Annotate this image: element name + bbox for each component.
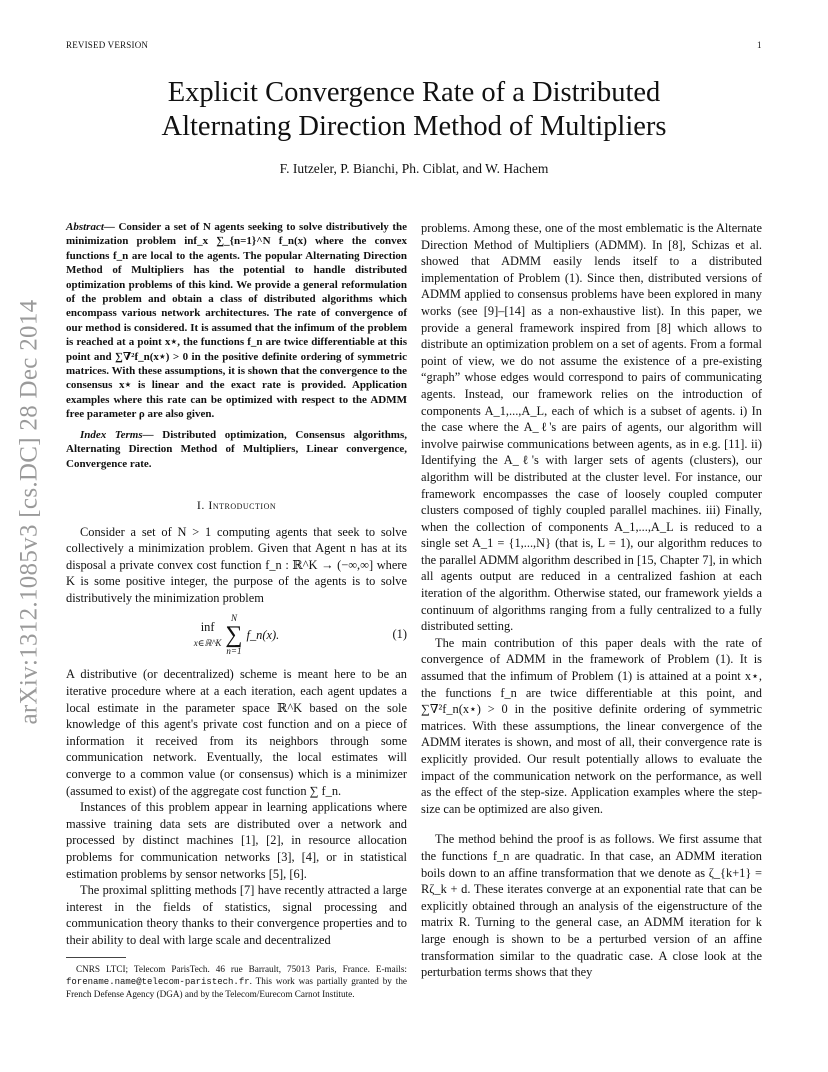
intro-paragraph-2: A distributive (or decentralized) scheme is meant here to be an iterative procedure where at a each iteration, each agent updates a local estimate in the parameter space ℝ^K based on the sole knowledge of this agent's private cost function and on a piece of information it received from its neighbors through some communication network. Eventually, the local estimates will converge to a common value (or consensus) which is a minimizer (assumed to exist) of the aggregate cost function ∑ f_n. [66,667,407,798]
intro-paragraph-1: Consider a set of N > 1 computing agents that seek to solve collectively a minimization problem. Given that Agent n has at its disposal a private convex cost function f_n : ℝ^K → (−∞,∞] where K is some positive integer, the purpose of the agents is to solve distributively the minimization problem [66,524,407,605]
equation-sum-top: N [230,613,237,624]
intro-paragraph-3: Instances of this problem appear in learning applications where massive training data sets are distributed over a network and processed by distinct machines [1], [2], in resource allocation problems for communication networks [3], [4], or in statistical estimation problems by sensor networks [5], [6]. [66,800,407,881]
page-number: 1 [757,40,762,50]
equation-sum [225,614,242,656]
equation-sum-symbol: ∑ [225,622,243,649]
left-column [66,220,407,949]
equation-1 [66,610,407,660]
abstract-text: Consider a set of N agents seeking to solve distributively the minimization problem inf_x ∑_{n=1}^N f_n(x) where the convex functions f_n are local to the agents. The popular Alternating Direction Method of Multipliers has the potential to handle distributed optimization problems of this kind. We provide a general reformulation of the problem and obtain a class of distributed algorithms which encompass various network architectures. The rate of convergence of our method is considered. It is assumed that the infimum of the problem is reached at a point x⋆, the functions f_n are twice differentiable at this point and ∑∇²f_n(x⋆) > 0 in the positive definite ordering of symmetric matrices. With these assumptions, it is shown that the convergence to the consensus x⋆ is linear and the exact rate is provided. Application examples where this rate can be optimized with respect to the ADMM free parameter ρ are also given. [66,221,407,421]
footnote-rule [66,957,126,958]
right-paragraph-3: The method behind the proof is as follows. We first assume that the functions f_n are quadratic. In that case, an ADMM iteration boils down to an affine transformation that we denote as ζ_{k+1} = Rζ_k + d. These iterates converge at an exponential rate that can be explicitly obtained through an analysis of the eigenstructure of the matrix R. Turning to the general case, an ADMM iteration for k large enough is shown to be a perturbed version of an affine transformation similar to the quadratic case. A close look at the perturbation terms shows that they [421,832,762,980]
index-terms [66,428,407,471]
footnote-email: forename.name@telecom-paristech.fr [66,977,250,987]
footnote-funding: . This work was partially granted by the French Defense Agency (DGA) and by the Telecom/Eurecom Carnot Institute. [66,976,407,999]
footnote [66,963,407,1000]
index-terms-text: Distributed optimization, Consensus algorithms, Alternating Direction Method of Multipliers, Linear convergence, Convergence rate. [66,428,407,470]
paper-title [40,76,788,144]
section-heading: I. Introduction [196,497,277,512]
index-terms-lead: Index Terms— [80,428,154,441]
equation-inf-op: inf [200,619,215,634]
intro-paragraph-4: The proximal splitting methods [7] have recently attracted a large interest in the fields of statistics, signal processing and communication theory thanks to their convergence properties and to their ability to deal with large scale and decentralized [66,883,407,947]
arxiv-stamp [12,262,46,762]
equation-inf-sub: x∈ℝ^K [193,638,222,649]
equation-sum-bottom: n=1 [226,646,242,657]
equation-inf [194,619,222,652]
right-column [421,220,762,981]
running-head: REVISED VERSION [66,40,149,50]
author-list: F. Iutzeler, P. Bianchi, Ph. Ciblat, and W. Hachem [279,161,549,176]
right-paragraph-1: problems. Among these, one of the most emblematic is the Alternate Direction Method of Multipliers (ADMM). In [8], Schizas et al. showed that ADMM easily lends itself to a distributed implementation of Problem (1). Since then, distributed versions of ADMM applied to consensus problems have been explored in many works (see [9]–[14] as a non-exhaustive list). In this paper, we provide a general framework inspired from [8] which allows to distribute an optimization problem on a set of agents. From a formal point of view, we do not assume the existence of a pre-existing “graph” whose edges would correspond to pairs of communicating agents. Instead, our framework relies on the introduction of components A_1,...,A_L, each of which is a subset of agents. i) In the case where the A_ℓ's are pairs of agents, our algorithm will involve pairwise communications between agents, as in e.g. [11]. ii) Identifying the A_ℓ's with larger sets of agents (clusters), our algorithm will be distributed at the cluster level. For instance, our framework encompasses the case of loosely coupled computer clusters composed of tighly coupled parallel machines. iii) Finally, when the collection of components A_1,...,A_L is reduced to a single set A_1 = {1,...,N} (that is, L = 1), our algorithm reduces to the parallel ADMM algorithm described in [15, Chapter 7], in which all agents output are reduced in a centralized fashion at each iteration of the algorithm. Otherwise stated, our framework yields a continuum of algorithms ranging from a fully centralized to a fully distributed setting. [421,221,762,634]
title-line-1: Explicit Convergence Rate of a Distributed [167,77,661,108]
equation-expression: f_n(x). [246,628,280,643]
equation-number: (1) [392,627,407,642]
title-line-2: Alternating Direction Method of Multipliers [161,111,667,142]
abstract-lead: Abstract— [66,221,115,233]
right-paragraph-2: The main contribution of this paper deals with the rate of convergence of ADMM in the framework of Problem (1). It is assumed that the infimum of Problem (1) is attained at a point x⋆, the functions f_n are twice differentiable at this point, and ∑∇²f_n(x⋆) > 0 in the positive definite ordering of symmetric matrices. With these assumptions, the linear convergence of the ADMM iterates is shown, and most of all, their convergence rate is explicitly provided. Our result potentially allows to evaluate the impact of the communication network on the performance, as well as the effect of the step-size. Application examples where the step-size can be optimized are also given. [421,635,762,816]
footnote-affiliation: CNRS LTCI; Telecom ParisTech. 46 rue Barrault, 75013 Paris, France. E-mails: [76,964,407,974]
arxiv-stamp-text: arXiv:1312.1085v3 [cs.DC] 28 Dec 2014 [15,299,43,725]
abstract [66,220,407,422]
equation-body [194,614,279,656]
